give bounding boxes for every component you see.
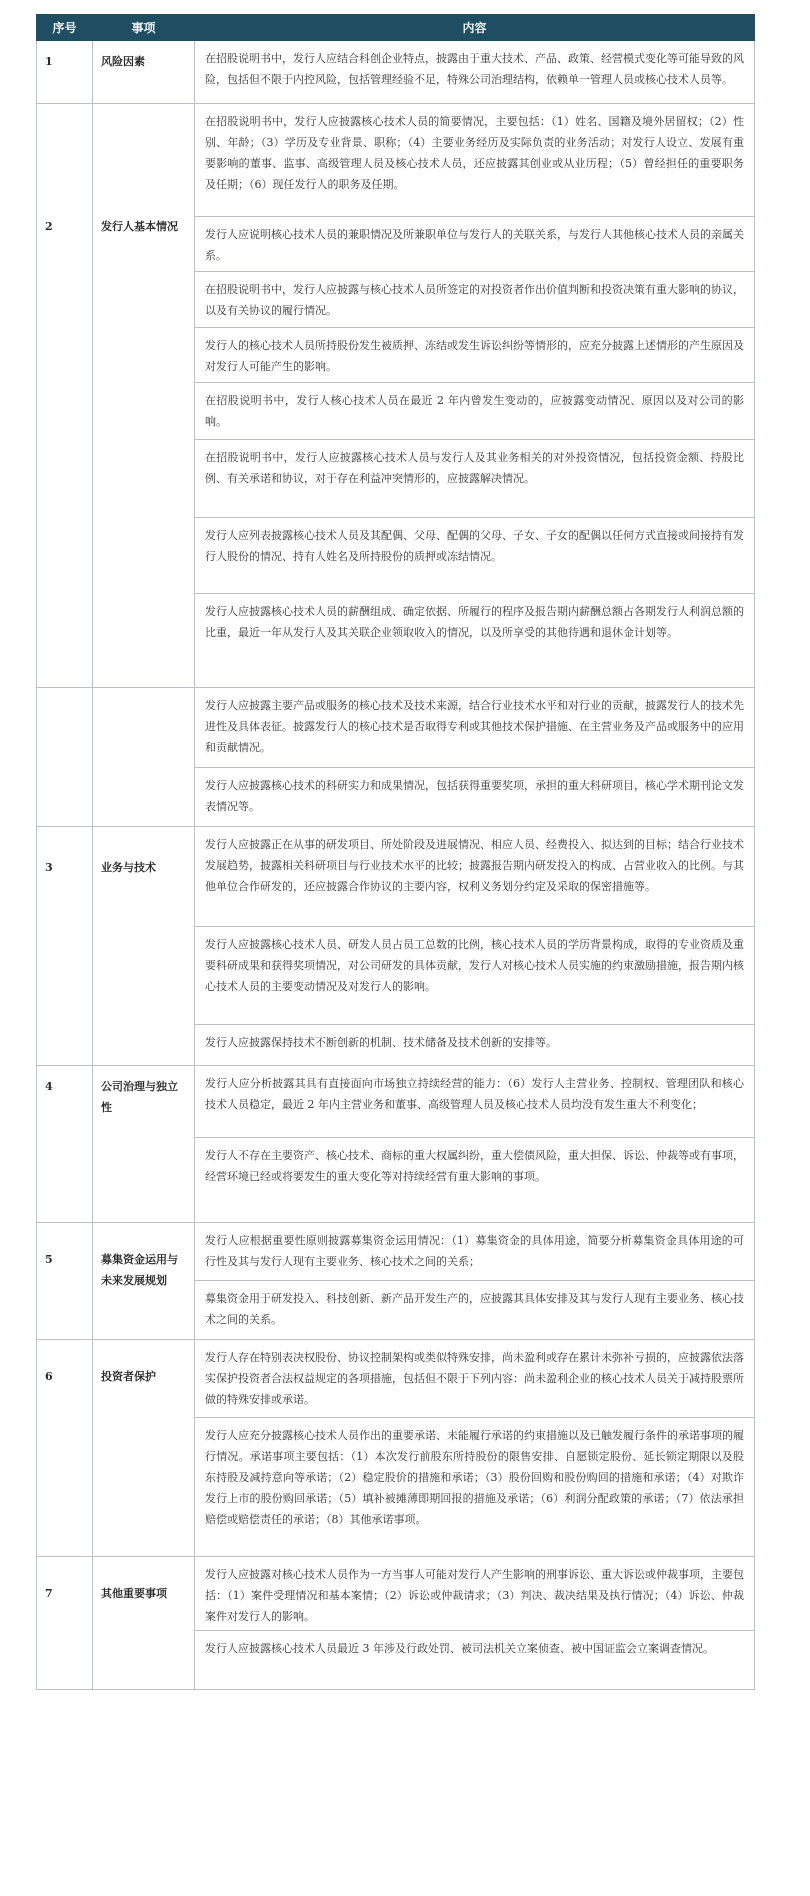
table-row	[37, 104, 755, 688]
row-item: 其他重要事项	[93, 1557, 195, 1690]
row-item: 投资者保护	[93, 1340, 195, 1557]
table-row	[37, 1223, 755, 1340]
table-row	[37, 688, 755, 827]
content-item: 发行人的核心技术人员所持股份发生被质押、冻结或发生诉讼纠纷等情形的，应充分披露上述情形的产生原因及对发行人可能产生的影响。	[195, 328, 754, 383]
row-content	[195, 1340, 755, 1557]
row-item: 业务与技术	[93, 827, 195, 1066]
content-item: 发行人应披露正在从事的研发项目、所处阶段及进展情况、相应人员、经费投入、拟达到的目标；结合行业技术发展趋势，披露相关科研项目与行业技术水平的比较；披露报告期内研发投入的构成、占营业收入的比例。与其他单位合作研发的，还应披露合作协议的主要内容，权利义务划分约定及采取的保密措施等。	[195, 827, 754, 927]
content-item: 发行人应披露核心技术的科研实力和成果情况，包括获得重要奖项，承担的重大科研项目，核心学术期刊论文发表情况等。	[205, 779, 744, 813]
content-item: 在招股说明书中，发行人核心技术人员在最近 2 年内曾发生变动的，应披露变动情况、原因以及对公司的影响。	[195, 383, 754, 440]
content-item: 在招股说明书中，发行人应披露核心技术人员的简要情况，主要包括：（1）姓名、国籍及境外居留权；（2）性别、年龄；（3）学历及专业背景、职称；（4）主要业务经历及实际负责的业务活动；对发行人设立、发展有重要影响的董事、监事、高级管理人员及核心技术人员，还应披露其创业或从业历程；（5）曾经担任的重要职务及任期；（6）现任发行人的职务及任期。	[195, 104, 754, 217]
content-item: 发行人应根据重要性原则披露募集资金运用情况：（1）募集资金的具体用途，简要分析募集资金具体用途的可行性及其与发行人现有主要业务、核心技术之间的关系；	[195, 1223, 754, 1281]
row-number: 4	[37, 1066, 93, 1223]
header-item: 事项	[93, 15, 195, 41]
row-content	[195, 1223, 755, 1340]
row-content	[195, 1066, 755, 1223]
row-item: 募集资金运用与未来发展规划	[93, 1223, 195, 1340]
content-item: 发行人应披露主要产品或服务的核心技术及技术来源，结合行业技术水平和对行业的贡献，披露发行人的技术先进性及具体表征。披露发行人的核心技术是否取得专利或其他技术保护措施、在主营业务及产品或服务中的应用和贡献情况。	[195, 688, 754, 768]
table-row	[37, 41, 755, 104]
content-item: 发行人应披露保持技术不断创新的机制、技术储备及技术创新的安排等。	[205, 1036, 557, 1049]
row-number: 6	[37, 1340, 93, 1557]
table-row	[37, 1557, 755, 1690]
row-item	[93, 688, 195, 827]
row-number: 3	[37, 827, 93, 1066]
row-content	[195, 41, 755, 104]
table-row	[37, 827, 755, 1066]
disclosure-table	[36, 14, 755, 1690]
row-item: 风险因素	[93, 41, 195, 104]
table-row	[37, 1066, 755, 1223]
row-content	[195, 688, 755, 827]
row-number: 2	[37, 104, 93, 688]
table-row	[37, 1340, 755, 1557]
row-item: 公司治理与独立性	[93, 1066, 195, 1223]
content-item: 发行人不存在主要资产、核心技术、商标的重大权属纠纷，重大偿债风险，重大担保、诉讼、仲裁等或有事项，经营环境已经或将要发生的重大变化等对持续经营有重大影响的事项。	[205, 1149, 744, 1183]
content-item: 发行人应充分披露核心技术人员作出的重要承诺、未能履行承诺的约束措施以及已触发履行条件的承诺事项的履行情况。承诺事项主要包括：（1）本次发行前股东所持股份的限售安排、自愿锁定股份、延长锁定期限以及股东持股及减持意向等承诺；（2）稳定股价的措施和承诺；（3）股份回购和股份购回的措施和承诺；（4）对欺诈发行上市的股份购回承诺；（5）填补被摊薄即期回报的措施及承诺；（6）利润分配政策的承诺；（7）依法承担赔偿或赔偿责任的承诺；（8）其他承诺事项。	[205, 1429, 744, 1526]
row-number: 1	[37, 41, 93, 104]
row-number: 7	[37, 1557, 93, 1690]
header-row	[37, 15, 755, 41]
row-item: 发行人基本情况	[93, 104, 195, 688]
content-item: 在招股说明书中，发行人应结合科创企业特点，披露由于重大技术、产品、政策、经营模式变化等可能导致的风险，包括但不限于内控风险，包括管理经验不足，特殊公司治理结构，依赖单一管理人员或核心技术人员等。	[205, 52, 744, 86]
content-item: 发行人应分析披露其具有直接面向市场独立持续经营的能力：（6）发行人主营业务、控制权、管理团队和核心技术人员稳定，最近 2 年内主营业务和董事、高级管理人员及核心技术人员均没有发生重大不利变化；	[195, 1066, 754, 1138]
content-item: 发行人应说明核心技术人员的兼职情况及所兼职单位与发行人的关联关系，与发行人其他核心技术人员的亲属关系。	[195, 217, 754, 272]
row-content	[195, 1557, 755, 1690]
row-content	[195, 104, 755, 688]
row-number: 5	[37, 1223, 93, 1340]
content-item: 在招股说明书中，发行人应披露与核心技术人员所签定的对投资者作出价值判断和投资决策有重大影响的协议，以及有关协议的履行情况。	[195, 272, 754, 328]
content-item: 发行人存在特别表决权股份、协议控制架构或类似特殊安排，尚未盈利或存在累计未弥补亏损的，应披露依法落实保护投资者合法权益规定的各项措施，包括但不限于下列内容：尚未盈利企业的核心技术人员关于减持股票所做的特殊安排或承诺。	[195, 1340, 754, 1418]
content-item: 发行人应列表披露核心技术人员及其配偶、父母、配偶的父母、子女、子女的配偶以任何方式直接或间接持有发行人股份的情况、持有人姓名及所持股份的质押或冻结情况。	[195, 518, 754, 594]
header-content: 内容	[195, 15, 755, 41]
content-item: 发行人应披露核心技术人员最近 3 年涉及行政处罚、被司法机关立案侦查、被中国证监会立案调查情况。	[205, 1642, 714, 1655]
content-item: 发行人应披露对核心技术人员作为一方当事人可能对发行人产生影响的刑事诉讼、重大诉讼或仲裁事项，主要包括：（1）案件受理情况和基本案情；（2）诉讼或仲裁请求；（3）判决、裁决结果及执行情况；（4）诉讼、仲裁案件对发行人的影响。	[195, 1557, 754, 1631]
content-item: 在招股说明书中，发行人应披露核心技术人员与发行人及其业务相关的对外投资情况，包括投资金额、持股比例、有关承诺和协议，对于存在利益冲突情形的，应披露解决情况。	[195, 440, 754, 518]
content-item: 发行人应披露核心技术人员的薪酬组成、确定依据、所履行的程序及报告期内薪酬总额占各期发行人利润总额的比重，最近一年从发行人及其关联企业领取收入的情况，以及所享受的其他待遇和退休金计划等。	[205, 605, 744, 639]
content-item: 发行人应披露核心技术人员、研发人员占员工总数的比例，核心技术人员的学历背景构成，取得的专业资质及重要科研成果和获得奖项情况，对公司研发的具体贡献，发行人对核心技术人员实施的约束激励措施，报告期内核心技术人员的主要变动情况及对发行人的影响。	[195, 927, 754, 1025]
header-num: 序号	[37, 15, 93, 41]
content-item: 募集资金用于研发投入、科技创新、新产品开发生产的，应披露其具体安排及其与发行人现有主要业务、核心技术之间的关系。	[205, 1292, 744, 1326]
row-content	[195, 827, 755, 1066]
row-number	[37, 688, 93, 827]
